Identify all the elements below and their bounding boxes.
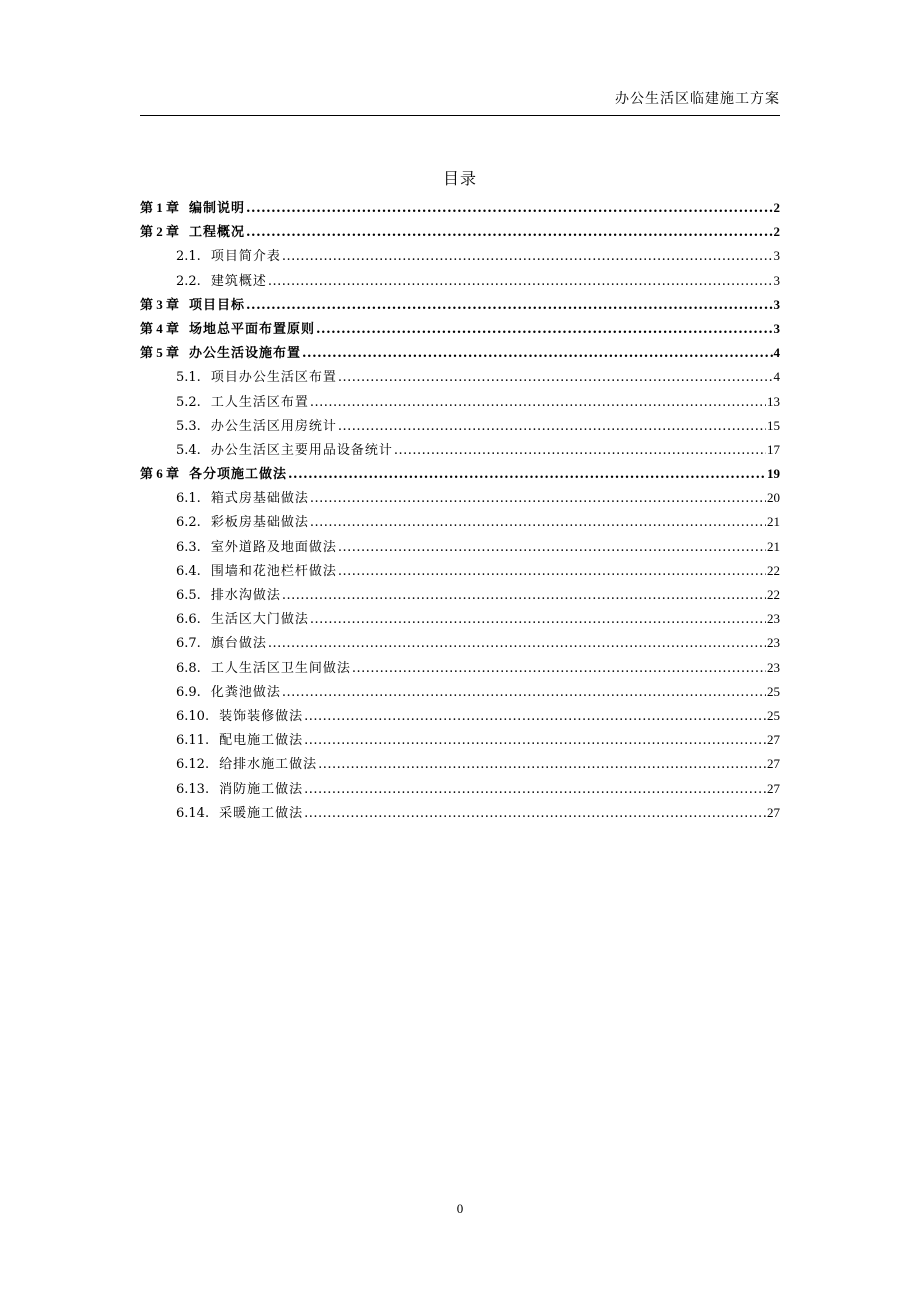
toc-dot-leader [310,491,766,506]
toc-section-entry[interactable] [140,536,780,560]
toc-dot-leader [288,467,766,482]
toc-dot-leader [302,346,772,361]
toc-dot-leader [246,225,772,240]
toc-entry-title: 旗台做法 [210,636,267,652]
toc-entry-page: 3 [773,320,780,336]
toc-section-entry[interactable] [140,270,780,294]
toc-dot-leader [304,733,766,748]
toc-entry-page: 21 [767,538,780,554]
toc-dot-leader [394,443,766,458]
toc-entry-page: 3 [773,248,780,264]
toc-section-entry[interactable] [140,487,780,511]
toc-entry-number: 2.1. [176,249,201,265]
running-header: 办公生活区临建施工方案 [615,91,780,107]
toc-entry-page: 20 [767,490,780,506]
toc-dot-leader [304,782,766,797]
toc-entry-number: 6.10. [176,708,210,724]
toc-entry-number: 6.14. [176,805,210,821]
toc-entry-title: 配电施工做法 [219,733,304,749]
toc-entry-title: 项目简介表 [210,249,281,265]
toc-section-entry[interactable] [140,415,780,439]
toc-dot-leader [268,274,773,289]
toc-dot-leader [246,201,772,216]
toc-entry-number: 第 5 章 [140,345,180,361]
toc-entry-page: 27 [767,756,780,772]
toc-entry-title: 项目办公生活区布置 [210,370,337,386]
toc-entry-number: 6.7. [176,636,201,652]
toc-dot-leader [268,636,766,651]
toc-entry-number: 第 1 章 [140,200,180,215]
toc-entry-title: 工人生活区卫生间做法 [210,660,351,676]
toc-section-entry[interactable] [140,778,780,802]
toc-entry-title: 给排水施工做法 [219,757,318,773]
toc-entry-number: 6.4. [176,563,201,579]
toc-section-entry[interactable] [140,632,780,656]
toc-entry-title: 办公生活设施布置 [189,346,302,362]
toc-entry-page: 27 [767,780,780,796]
toc-entry-number: 6.2. [176,515,201,531]
toc-entry-title: 装饰装修做法 [219,708,304,724]
toc-entry-number: 6.6. [176,612,201,628]
toc-entry-number: 5.4. [176,442,201,458]
toc-entry-number: 2.2. [176,273,201,289]
table-of-contents [140,197,780,826]
toc-section-entry[interactable] [140,439,780,463]
toc-entry-title: 围墙和花池栏杆做法 [210,563,337,579]
toc-entry-page: 23 [767,659,780,675]
toc-section-entry[interactable] [140,802,780,826]
toc-entry-title: 化粪池做法 [210,684,281,700]
toc-entry-number: 第 3 章 [140,296,180,312]
toc-entry-title: 室外道路及地面做法 [210,539,337,555]
toc-entry-page: 27 [767,804,780,820]
toc-section-entry[interactable] [140,366,780,390]
toc-entry-title: 编制说明 [189,201,246,216]
toc-entry-page: 2 [773,200,780,215]
toc-entry-title: 项目目标 [189,297,246,313]
toc-entry-title: 工人生活区布置 [210,394,309,410]
toc-entry-title: 箱式房基础做法 [210,491,309,507]
toc-entry-number: 6.9. [176,684,201,700]
toc-entry-title: 场地总平面布置原则 [189,321,316,337]
toc-entry-number: 6.3. [176,539,201,555]
toc-dot-leader [338,540,766,555]
toc-dot-leader [310,515,766,530]
toc-entry-page: 22 [767,562,780,578]
toc-section-entry[interactable] [140,584,780,608]
toc-entry-page: 23 [767,635,780,651]
toc-entry-number: 第 2 章 [140,224,180,240]
toc-entry-page: 2 [773,224,780,240]
toc-chapter-entry[interactable] [140,197,780,221]
toc-section-entry[interactable] [140,245,780,269]
toc-entry-number: 5.3. [176,418,201,434]
toc-entry-number: 6.11. [176,733,210,749]
toc-section-entry[interactable] [140,681,780,705]
toc-entry-number: 6.5. [176,588,201,603]
toc-entry-page: 4 [773,369,780,385]
toc-dot-leader [282,588,766,603]
toc-entry-page: 17 [767,441,780,457]
page-number: 0 [456,1201,464,1216]
toc-entry-page: 3 [773,296,780,312]
toc-entry-title: 工程概况 [189,225,246,241]
toc-entry-number: 第 4 章 [140,320,180,336]
toc-chapter-entry[interactable] [140,221,780,245]
toc-entry-title: 采暖施工做法 [219,805,304,821]
toc-entry-page: 27 [767,732,780,748]
toc-entry-page: 25 [767,707,780,723]
toc-dot-leader [310,395,766,410]
toc-entry-title: 建筑概述 [210,273,267,289]
toc-entry-title: 消防施工做法 [219,781,304,797]
toc-dot-leader [352,661,766,676]
toc-entry-title: 生活区大门做法 [210,612,309,628]
toc-entry-number: 第 6 章 [140,466,180,482]
toc-dot-leader [282,685,766,700]
toc-dot-leader [282,249,773,264]
toc-dot-leader [338,564,766,579]
toc-section-entry[interactable] [140,391,780,415]
toc-entry-page: 4 [773,345,780,361]
toc-dot-leader [246,298,772,313]
toc-entry-number: 6.8. [176,660,201,676]
toc-dot-leader [316,322,772,337]
toc-entry-title: 彩板房基础做法 [210,515,309,531]
toc-dot-leader [338,419,766,434]
toc-entry-number: 5.1. [176,370,201,386]
toc-entry-title: 排水沟做法 [210,588,281,603]
toc-section-entry[interactable] [140,560,780,584]
toc-entry-title: 办公生活区主要用品设备统计 [210,442,393,458]
toc-dot-leader [304,709,766,724]
toc-entry-page: 22 [767,587,780,602]
toc-entry-page: 15 [767,417,780,433]
toc-entry-number: 6.1. [176,491,201,507]
toc-chapter-entry[interactable] [140,463,780,487]
toc-section-entry[interactable] [140,729,780,753]
toc-chapter-entry[interactable] [140,318,780,342]
toc-entry-number: 6.13. [176,781,210,797]
toc-dot-leader [310,612,766,627]
toc-chapter-entry[interactable] [140,342,780,366]
toc-chapter-entry[interactable] [140,294,780,318]
toc-entry-page: 25 [767,683,780,699]
toc-section-entry[interactable] [140,608,780,632]
toc-entry-page: 23 [767,611,780,627]
toc-entry-page: 3 [773,272,780,288]
toc-dot-leader [318,757,766,772]
toc-section-entry[interactable] [140,753,780,777]
toc-title: 目录 [442,169,477,188]
toc-section-entry[interactable] [140,511,780,535]
toc-entry-number: 6.12. [176,757,210,773]
toc-dot-leader [304,806,766,821]
toc-entry-title: 各分项施工做法 [189,467,288,483]
toc-entry-number: 5.2. [176,394,201,410]
toc-section-entry[interactable] [140,705,780,729]
toc-entry-page: 13 [767,393,780,409]
toc-section-entry[interactable] [140,657,780,681]
toc-entry-title: 办公生活区用房统计 [210,418,337,434]
toc-entry-page: 21 [767,514,780,530]
toc-dot-leader [338,370,773,385]
toc-entry-page: 19 [767,466,780,482]
header-rule [140,115,780,116]
